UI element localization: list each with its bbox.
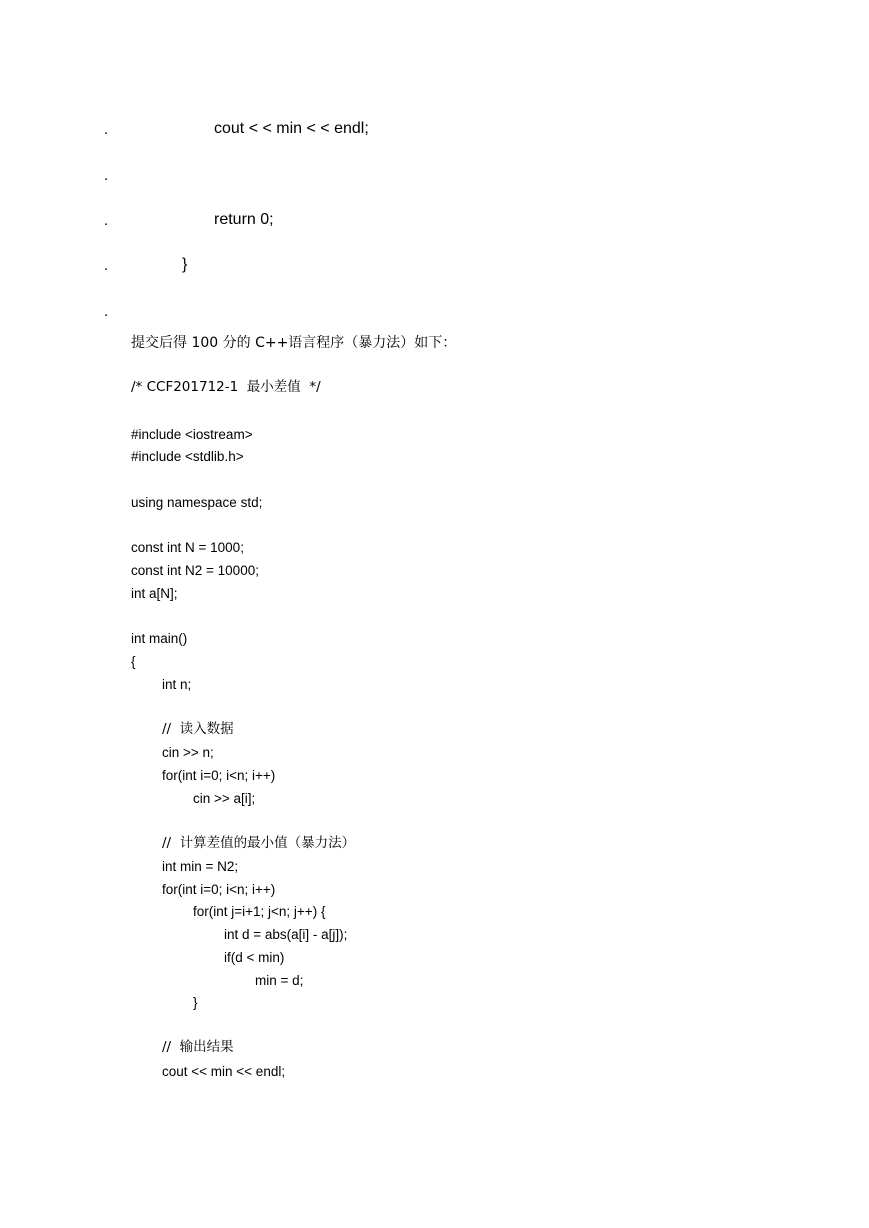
- code-if-d: if(d < min): [224, 950, 285, 965]
- code-min-assign: min = d;: [255, 973, 304, 988]
- code-cin-a: cin >> a[i];: [193, 791, 256, 806]
- code-for-inner: for(int j=i+1; j<n; j++) {: [193, 904, 326, 919]
- list-bullet: .: [104, 121, 109, 138]
- code-for-read: for(int i=0; i<n; i++): [162, 768, 276, 783]
- code-line-cout-top: cout < < min < < endl;: [214, 120, 369, 137]
- code-cout: cout << min << endl;: [162, 1064, 286, 1079]
- code-for-outer: for(int i=0; i<n; i++): [162, 882, 276, 897]
- list-bullet: .: [104, 212, 109, 229]
- code-using-namespace: using namespace std;: [131, 495, 263, 510]
- list-bullet: .: [104, 167, 109, 184]
- code-array-decl: int a[N];: [131, 586, 178, 601]
- code-int-min: int min = N2;: [162, 859, 239, 874]
- intro-paragraph: 提交后得 100 分的 C++语言程序（暴力法）如下：: [131, 335, 457, 351]
- list-bullet: .: [104, 257, 109, 274]
- code-open-brace: {: [131, 654, 136, 669]
- code-include-stdlib: #include <stdlib.h>: [131, 449, 244, 464]
- code-const-n2: const int N2 = 10000;: [131, 563, 259, 578]
- code-line-close-brace-top: }: [182, 256, 188, 273]
- code-comment-calc: // 计算差值的最小值（暴力法）: [162, 835, 356, 851]
- code-include-iostream: #include <iostream>: [131, 427, 253, 442]
- list-bullet: .: [104, 303, 109, 320]
- code-comment-header: /* CCF201712-1 最小差值 */: [131, 379, 321, 395]
- code-close-inner: }: [193, 995, 198, 1010]
- code-int-d: int d = abs(a[i] - a[j]);: [224, 927, 348, 942]
- code-main-signature: int main(): [131, 631, 188, 646]
- code-comment-read: // 读入数据: [162, 721, 234, 737]
- code-int-n: int n;: [162, 677, 192, 692]
- code-comment-output: // 输出结果: [162, 1039, 234, 1055]
- code-line-return: return 0;: [214, 211, 274, 228]
- code-const-n: const int N = 1000;: [131, 540, 244, 555]
- code-cin-n: cin >> n;: [162, 745, 214, 760]
